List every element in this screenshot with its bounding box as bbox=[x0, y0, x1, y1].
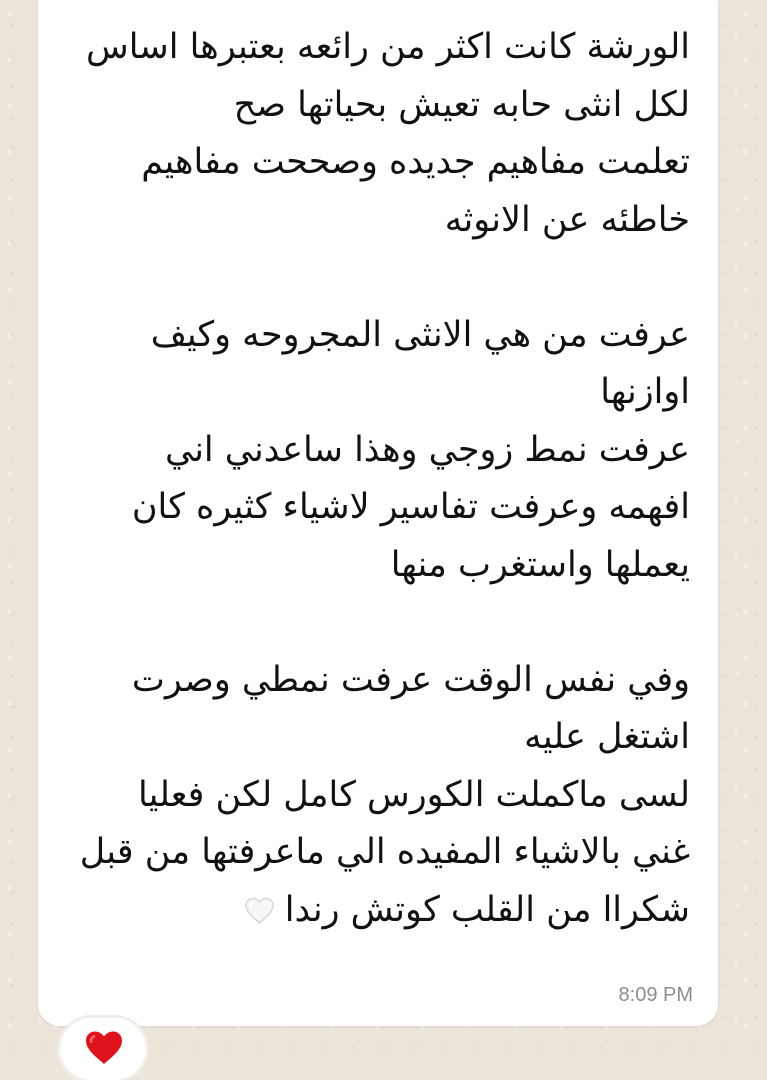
message-line: اشتغل عليه bbox=[524, 717, 690, 757]
message-line: الورشة كانت اكثر من رائعه بعتبرها اساس bbox=[86, 27, 690, 67]
message-line-text: شكرا‌ا من القلب كوتش رندا bbox=[284, 889, 690, 930]
message-line: وفي نفس الوقت عرفت نمطي وصرت bbox=[131, 659, 690, 700]
message-text bbox=[62, 19, 690, 939]
message-bubble[interactable] bbox=[38, 0, 718, 1026]
message-line: عرفت نمط زوجي وهذا ساعدني اني bbox=[165, 429, 690, 470]
message-line: اوازنها bbox=[600, 372, 690, 412]
message-line: افهمه وعرفت تفاسير لاشياء كثيره كان bbox=[131, 487, 690, 527]
message-line: خاطئه عن الانوثه bbox=[444, 199, 690, 240]
message-line: لكل انثى حابه تعيش بحياتها صح bbox=[233, 84, 690, 125]
message-timestamp: 8:09 PM bbox=[618, 984, 693, 1006]
reaction-pill[interactable] bbox=[60, 1018, 146, 1080]
message-line: غني بالاشياء المفيده الي ماعرفتها من قبل bbox=[79, 832, 690, 872]
message-line: يعملها واستغرب منها bbox=[390, 544, 690, 585]
white-heart-icon bbox=[244, 897, 275, 924]
message-line: تعلمت مفاهيم جديده وصححت مفاهيم bbox=[141, 142, 690, 182]
message-line-empty bbox=[62, 249, 690, 307]
message-line: عرفت من هي الانثى المجروحه وكيف bbox=[150, 314, 690, 355]
message-line-with-heart bbox=[62, 882, 690, 940]
message-line-empty bbox=[62, 594, 690, 652]
message-line: لسى ماكملت الكورس كامل لكن فعليا bbox=[137, 774, 690, 815]
red-heart-icon bbox=[84, 1030, 124, 1066]
